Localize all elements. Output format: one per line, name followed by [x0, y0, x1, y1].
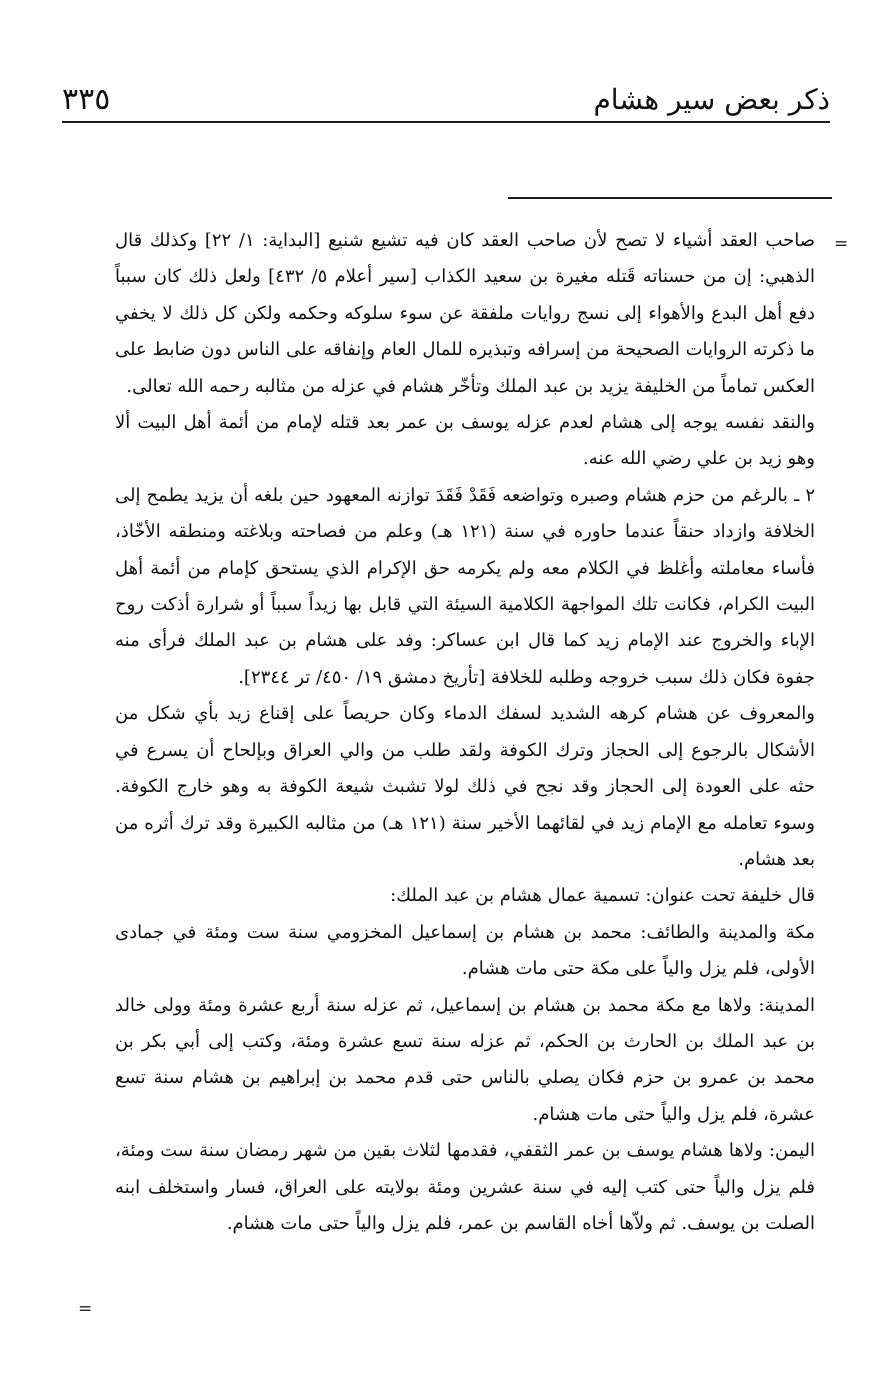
running-head [62, 78, 830, 122]
continuation-mark-bottom: = [78, 1299, 93, 1319]
footnote-paragraph: ٢ ـ بالرغم من حزم هشام وصبره وتواضعه فَقَدْ فَقَدَ توازنه المعهود حين بلغه أن يزيد يطمح إلى الخلافة وازداد حنقاً عندما حاوره في سنة (١٢١ هـ) وعلم من فصاحته وبلاغته ومنطقه الأخّاذ، فأساء معاملته وأغلظ في الكلام معه ولم يكرمه حق الإكرام الذي يستحق كإمام من أئمة أهل البيت الكرام، فكانت تلك المواجهة الكلامية السيئة التي قابل بها زيداً سبباً أو شرارة أذكت روح الإباء والخروج عند الإمام زيد كما قال ابن عساكر: وفد على هشام بن عبد الملك فرأى منه جفوة فكان ذلك سبب خروجه وطلبه للخلافة [تأريخ دمشق ١٩/ ٤٥٠/ تر ٢٣٤٤]. [115, 484, 815, 688]
footnote-paragraph: مكة والمدينة والطائف: محمد بن هشام بن إسماعيل المخزومي سنة ست ومئة في جمادى الأولى، فلم يزل والياً على مكة حتى مات هشام. [115, 921, 815, 980]
header-rule [62, 121, 830, 123]
continuation-mark-top: = [834, 234, 849, 254]
page-number: ٣٣٥ [62, 82, 111, 117]
footnote-separator [508, 197, 832, 199]
footnote-paragraph: والمعروف عن هشام كرهه الشديد لسفك الدماء وكان حريصاً على إقناع زيد بأي شكل من الأشكال بالرجوع إلى الحجاز وترك الكوفة ولقد طلب من والي العراق وبإلحاح أن يسرع في حثه على العودة إلى الحجاز وقد نجح في ذلك لولا تشبث شيعة الكوفة به وهو خارج الكوفة. وسوء تعامله مع الإمام زيد في لقائهما الأخير سنة (١٢١ هـ) من مثالبه الكبيرة وقد ترك أثره من بعد هشام. [115, 703, 815, 870]
chapter-title: ذكر بعض سير هشام [593, 83, 830, 116]
footnote-paragraph: اليمن: ولاها هشام يوسف بن عمر الثقفي، فقدمها لثلاث بقين من شهر رمضان سنة ست ومئة، فلم يزل والياً حتى كتب إليه في سنة عشرين ومئة بولايته على العراق، فسار واستخلف ابنه الصلت بن يوسف. ثم ولاّها أخاه القاسم بن عمر، فلم يزل والياً حتى مات هشام. [115, 1140, 815, 1234]
footnote-paragraph: صاحب العقد أشياء لا تصح لأن صاحب العقد كان فيه تشيع شنيع [البداية: ١/ ٢٢] وكذلك قال الذهبي: إن من حسناته قَتله مغيرة بن سعيد الكذاب [سير أعلام ٥/ ٤٣٢] ولعل ذلك كان سبباً دفع أهل البدع والأهواء إلى نسج روايات ملفقة عن سوء سلوكه وحكمه ولكن كل ذلك لا يخفي ما ذكرته الروايات الصحيحة من إسرافه وتبذيره للمال العام وإنفاقه على الناس دون ضابط على العكس تماماً من الخليفة يزيد بن عبد الملك وتأخّر هشام في عزله من مثالبه رحمه الله تعالى. [115, 230, 815, 397]
footnote-paragraph: المدينة: ولاها مع مكة محمد بن هشام بن إسماعيل، ثم عزله سنة أربع عشرة ومئة وولى خالد بن عبد الملك بن الحارث بن الحكم، ثم عزله سنة تسع عشرة ومئة، وكتب إلى أبي بكر بن محمد بن عمرو بن حزم فكان يصلي بالناس حتى قدم محمد بن إبراهيم بن هشام سنة تسع عشرة، فلم يزل والياً حتى مات هشام. [115, 994, 816, 1125]
footnotes-block [115, 223, 815, 1242]
footnote-paragraph: والنقد نفسه يوجه إلى هشام لعدم عزله يوسف بن عمر بعد قتله لإمام من أئمة أهل البيت ألا وهو زيد بن علي رضي الله عنه. [115, 412, 815, 470]
footnote-paragraph: قال خليفة تحت عنوان: تسمية عمال هشام بن عبد الملك: [390, 885, 815, 907]
